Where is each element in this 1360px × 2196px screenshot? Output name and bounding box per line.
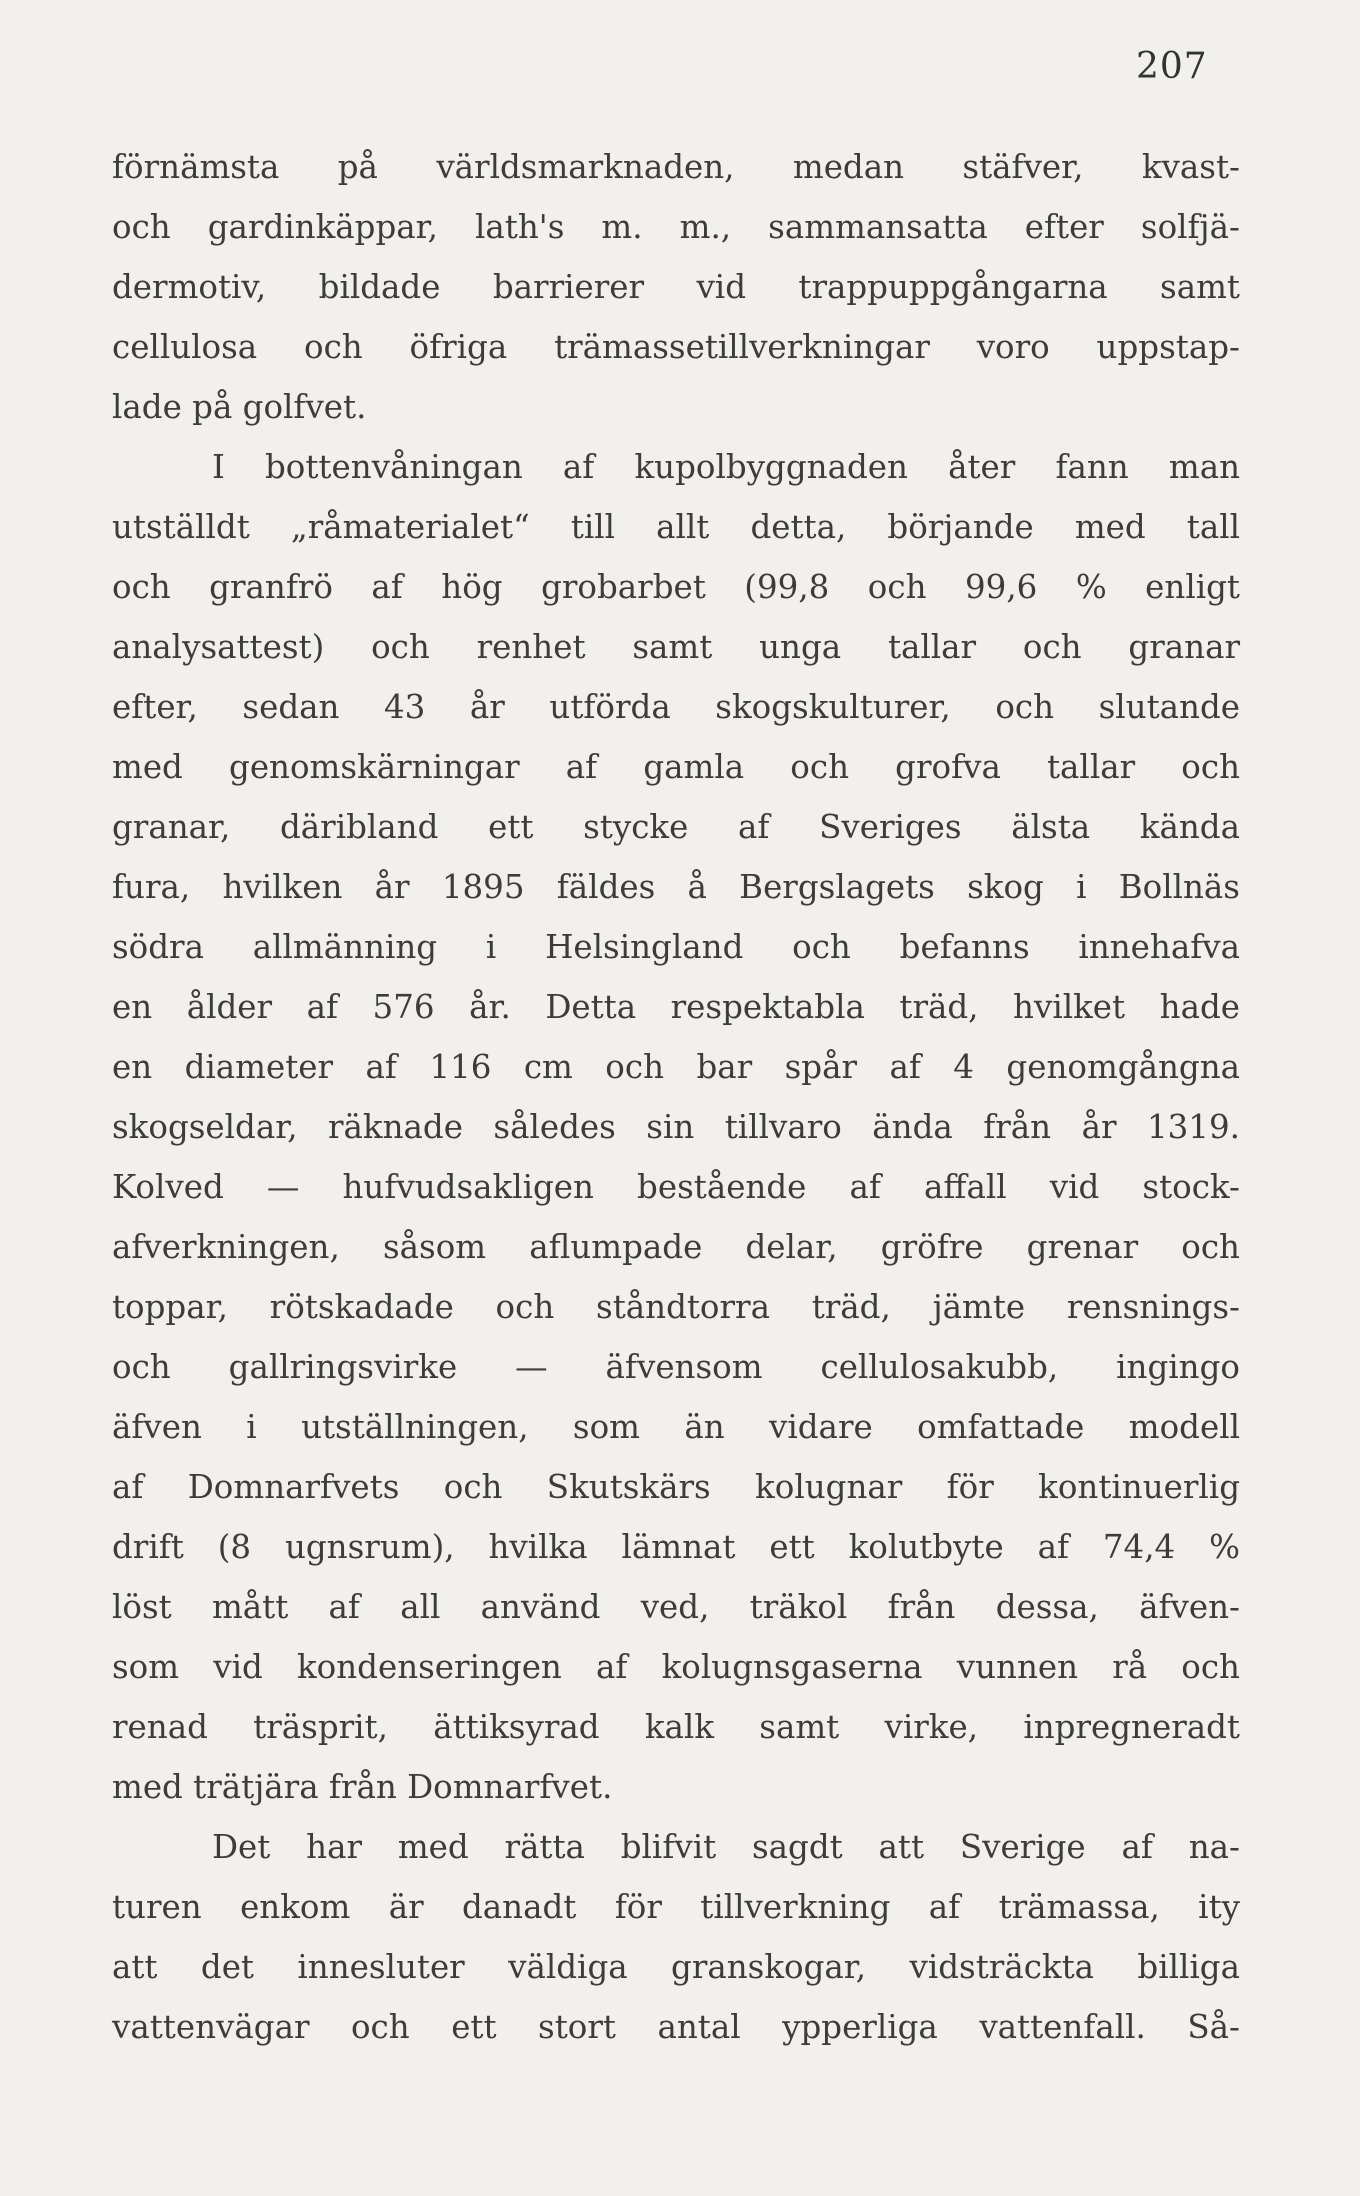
text-line: fura, hvilken år 1895 fäldes å Bergslagets skog i Bollnäs xyxy=(112,868,1240,906)
page-number: 207 xyxy=(1136,46,1208,87)
text-line: analysattest) och renhet samt unga tallar och granar xyxy=(112,628,1240,666)
text-line: och granfrö af hög grobarbet (99,8 och 99,6 % enligt xyxy=(112,568,1240,606)
text-line: skogseldar, räknade således sin tillvaro ända från år 1319. xyxy=(112,1108,1240,1146)
text-line: drift (8 ugnsrum), hvilka lämnat ett kolutbyte af 74,4 % xyxy=(112,1528,1240,1566)
paragraph-start-line: Det har med rätta blifvit sagdt att Sverige af na- xyxy=(212,1828,1240,1866)
text-line: att det innesluter väldiga granskogar, vidsträckta billiga xyxy=(112,1948,1240,1986)
text-line: och gallringsvirke — äfvensom cellulosakubb, ingingo xyxy=(112,1348,1240,1386)
text-line: och gardinkäppar, lath's m. m., sammansatta efter solfjä- xyxy=(112,208,1240,246)
text-line: afverkningen, såsom aflumpade delar, gröfre grenar och xyxy=(112,1228,1240,1266)
text-line: med genomskärningar af gamla och grofva tallar och xyxy=(112,748,1240,786)
text-line: af Domnarfvets och Skutskärs kolugnar för kontinuerlig xyxy=(112,1468,1240,1506)
text-line: utställdt „råmaterialet“ till allt detta, börjande med tall xyxy=(112,508,1240,546)
text-line: lade på golfvet. xyxy=(112,388,367,426)
text-line: cellulosa och öfriga trämassetillverkningar voro uppstap- xyxy=(112,328,1240,366)
text-line: som vid kondenseringen af kolugnsgaserna vunnen rå och xyxy=(112,1648,1240,1686)
text-line: granar, däribland ett stycke af Sveriges älsta kända xyxy=(112,808,1240,846)
text-line: dermotiv, bildade barrierer vid trappuppgångarna samt xyxy=(112,268,1240,306)
text-line: efter, sedan 43 år utförda skogskulturer, och slutande xyxy=(112,688,1240,726)
text-line: en ålder af 576 år. Detta respektabla träd, hvilket hade xyxy=(112,988,1240,1026)
text-line: förnämsta på världsmarknaden, medan stäfver, kvast- xyxy=(112,148,1240,186)
text-line: södra allmänning i Helsingland och befanns innehafva xyxy=(112,928,1240,966)
text-line: med trätjära från Domnarfvet. xyxy=(112,1768,613,1806)
text-line: vattenvägar och ett stort antal ypperliga vattenfall. Så- xyxy=(112,2008,1240,2046)
text-line: renad träsprit, ättiksyrad kalk samt virke, inpregneradt xyxy=(112,1708,1240,1746)
text-line: toppar, rötskadade och ståndtorra träd, jämte rensnings- xyxy=(112,1288,1240,1326)
text-line: turen enkom är danadt för tillverkning af trämassa, ity xyxy=(112,1888,1240,1926)
paragraph-start-line: I bottenvåningan af kupolbyggnaden åter fann man xyxy=(212,448,1240,486)
text-line: Kolved — hufvudsakligen bestående af affall vid stock- xyxy=(112,1168,1240,1206)
text-line: en diameter af 116 cm och bar spår af 4 genomgångna xyxy=(112,1048,1240,1086)
text-line: löst mått af all använd ved, träkol från dessa, äfven- xyxy=(112,1588,1240,1626)
text-line: äfven i utställningen, som än vidare omfattade modell xyxy=(112,1408,1240,1446)
